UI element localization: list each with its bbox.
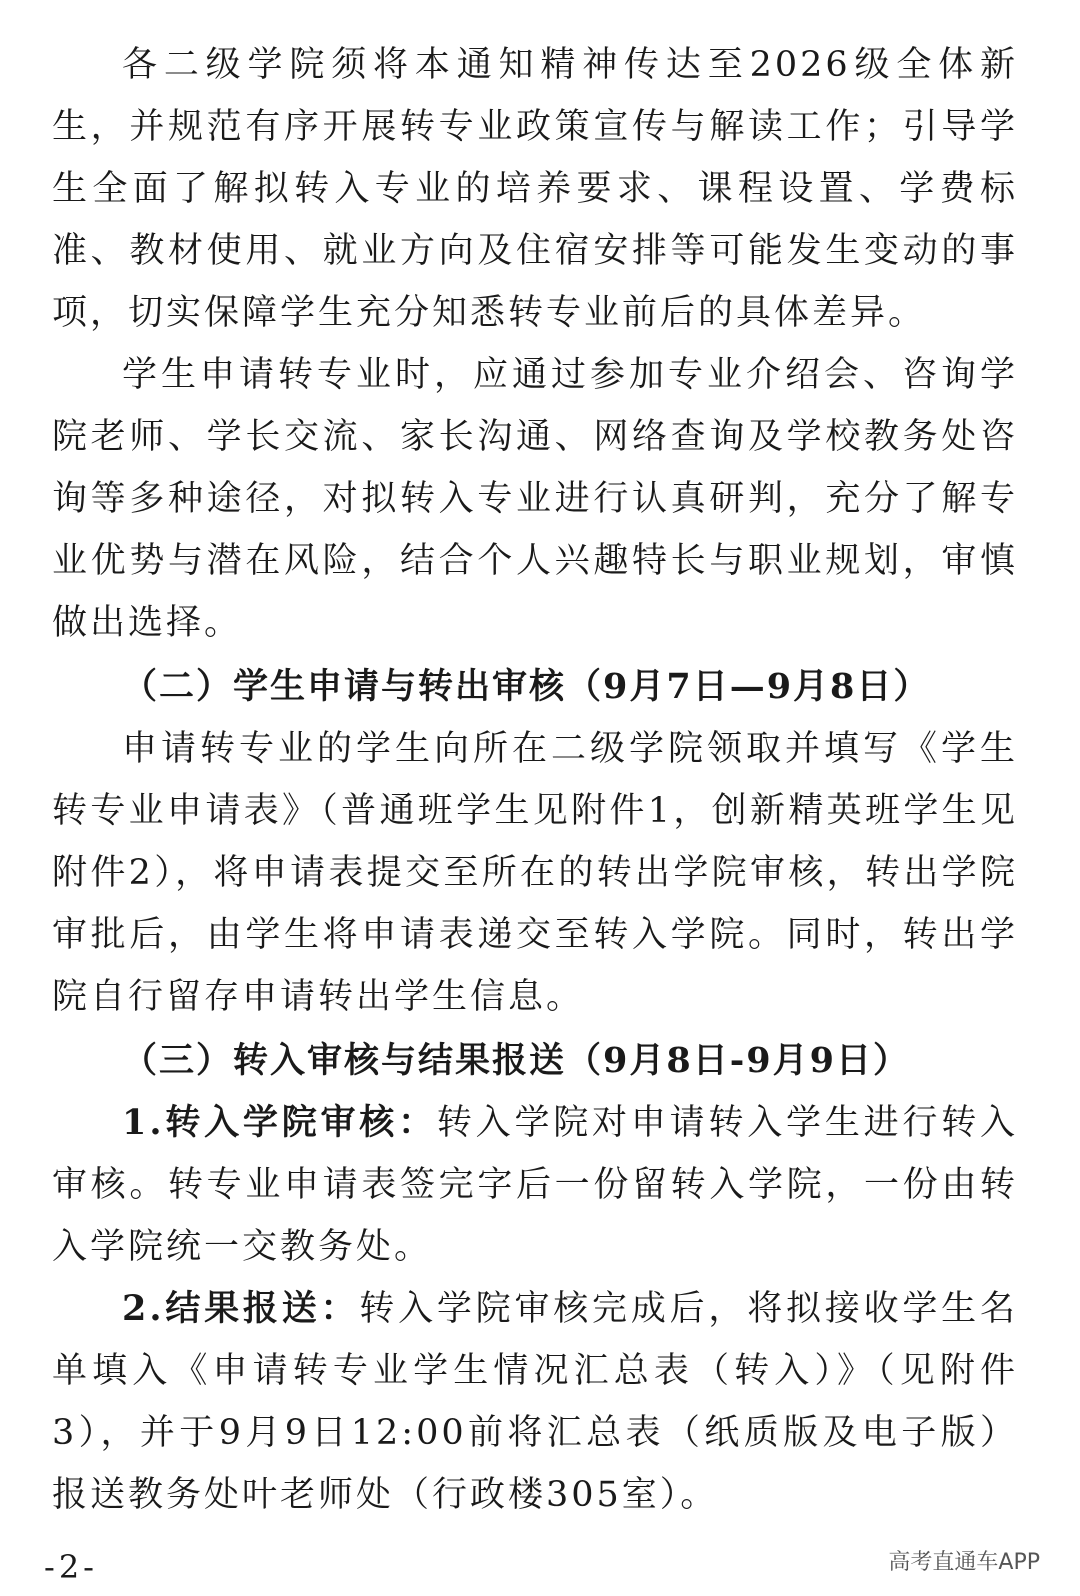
item-result-submission-lead: 2.结果报送： — [122, 1288, 360, 1329]
item-transfer-review — [52, 1092, 1018, 1278]
document-body — [52, 34, 1018, 1526]
app-watermark: 高考直通车APP — [888, 1550, 1040, 1575]
page-number: -2- — [44, 1548, 98, 1586]
item-transfer-review-lead: 1.转入学院审核： — [122, 1102, 437, 1143]
paragraph-student-consultation: 学生申请转专业时，应通过参加专业介绍会、咨询学院老师、学长交流、家长沟通、网络查询及学校教务处咨询等多种途径，对拟转入专业进行认真研判，充分了解专业优势与潜在风险，结合个人兴趣特长与职业规划，审慎做出选择。 — [52, 355, 1018, 643]
item-result-submission-body: 转入学院审核完成后，将拟接收学生名单填入《申请转专业学生情况汇总表（转入）》（见附件3），并于9月9日12:00前将汇总表（纸质版及电子版）报送教务处叶老师处（行政楼305室）。 — [52, 1289, 1018, 1515]
item-result-submission — [52, 1278, 1018, 1526]
paragraph-notice-dissemination: 各二级学院须将本通知精神传达至2026级全体新生，并规范有序开展转专业政策宣传与解读工作；引导学生全面了解拟转入专业的培养要求、课程设置、学费标准、教材使用、就业方向及住宿安排等可能发生变动的事项，切实保障学生充分知悉转专业前后的具体差异。 — [52, 45, 1018, 333]
item-transfer-review-body: 转入学院对申请转入学生进行转入审核。转专业申请表签完字后一份留转入学院，一份由转入学院统一交教务处。 — [52, 1103, 1018, 1267]
section-heading-application: （二）学生申请与转出审核（9月7日—9月8日） — [122, 666, 931, 707]
section-heading-review: （三）转入审核与结果报送（9月8日-9月9日） — [122, 1040, 910, 1081]
paragraph-application-process: 申请转专业的学生向所在二级学院领取并填写《学生转专业申请表》（普通班学生见附件1，创新精英班学生见附件2），将申请表提交至所在的转出学院审核，转出学院审批后，由学生将申请表递交至转入学院。同时，转出学院自行留存申请转出学生信息。 — [52, 729, 1018, 1017]
